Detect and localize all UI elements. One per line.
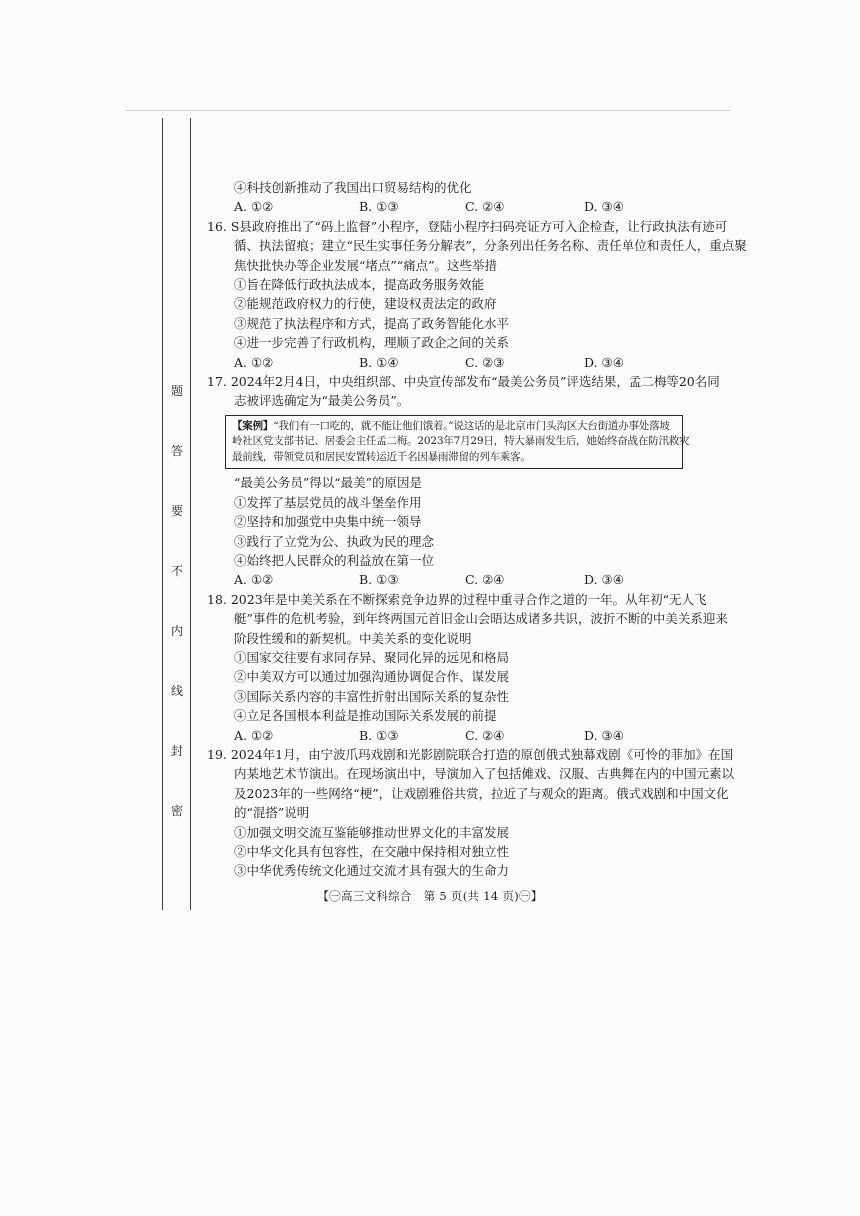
q16-item: ④进一步完善了行政机构，理顺了政企之间的关系 bbox=[234, 335, 510, 351]
q16-stem: 循、执法留痕；建立“民生实事任务分解表”，分条列出任务名称、责任单位和责任人，重点聚 bbox=[234, 238, 747, 254]
margin-char: 不 bbox=[170, 564, 183, 578]
q18-item: ②中美双方可以通过加强沟通协调促合作、谋发展 bbox=[234, 669, 510, 685]
option-c: C. ②④ bbox=[465, 572, 505, 588]
q19-item: ②中华文化具有包容性，在交融中保持相对独立性 bbox=[234, 844, 510, 860]
q18-item: ④立足各国根本利益是推动国际关系发展的前提 bbox=[234, 708, 497, 724]
q18-stem: 阶段性缓和的新契机。中美关系的变化说明 bbox=[234, 630, 472, 646]
q17-stem: 志被评选确定为“最美公务员”。 bbox=[234, 393, 410, 409]
q16-item: ①旨在降低行政执法成本，提高政务服务效能 bbox=[234, 277, 485, 293]
binding-line-outer bbox=[162, 118, 163, 910]
q17-question: “最美公务员”得以“最美”的原因是 bbox=[234, 475, 423, 491]
margin-char: 封 bbox=[170, 744, 183, 758]
q18-item: ①国家交往要有求同存异、聚同化异的远见和格局 bbox=[234, 649, 510, 665]
case-label: 【案例】 bbox=[232, 419, 274, 432]
q17-options bbox=[207, 570, 672, 589]
q16-stem: 16. S县政府推出了“码上监督”小程序，登陆小程序扫码亮证方可入企检查，让行政执法有迹可 bbox=[207, 218, 728, 234]
option-b: B. ①③ bbox=[359, 199, 399, 215]
option-a: A. ①② bbox=[234, 199, 274, 215]
margin-char: 答 bbox=[170, 444, 183, 458]
case-box bbox=[225, 415, 690, 470]
q17-item: ②坚持和加强党中央集中统一领导 bbox=[234, 514, 422, 530]
option-d: D. ③④ bbox=[584, 199, 624, 215]
q18-options bbox=[207, 726, 672, 745]
margin-char: 线 bbox=[170, 684, 183, 698]
q17-item: ④始终把人民群众的利益放在第一位 bbox=[234, 552, 435, 568]
option-d: D. ③④ bbox=[584, 727, 624, 743]
case-text: “我们有一口吃的，就不能让他们饿着。”说这话的是北京市门头沟区大台街道办事处落坡 bbox=[273, 419, 670, 432]
q19-item: ③中华优秀传统文化通过交流才具有强大的生命力 bbox=[234, 863, 510, 879]
case-text: 岭社区党支部书记、居委会主任孟二梅。2023年7月29日，特大暴雨发生后，她始终奋战在防汛救灾 bbox=[232, 435, 690, 448]
margin-char: 题 bbox=[170, 384, 183, 398]
q17-item: ③践行了立党为公、执政为民的理念 bbox=[234, 533, 435, 549]
top-rule bbox=[125, 110, 730, 111]
q18-item: ③国际关系内容的丰富性折射出国际关系的复杂性 bbox=[234, 688, 510, 704]
q19-item: ①加强文明交流互鉴能够推动世界文化的丰富发展 bbox=[234, 824, 510, 840]
q15-item-4: ④科技创新推动了我国出口贸易结构的优化 bbox=[234, 180, 472, 195]
option-a: A. ①② bbox=[234, 572, 274, 588]
option-c: C. ②③ bbox=[465, 354, 505, 370]
margin-char: 要 bbox=[170, 504, 183, 518]
option-c: C. ②④ bbox=[465, 727, 505, 743]
margin-char: 内 bbox=[170, 624, 183, 638]
option-c: C. ②④ bbox=[465, 199, 505, 215]
page-footer: 【㊀高三文科综合 第 5 页(共 14 页)㊀】 bbox=[317, 889, 543, 903]
q18-stem: 18. 2023年是中美关系在不断探索竞争边界的过程中重寻合作之道的一年。从年初“无人飞 bbox=[207, 591, 707, 607]
q19-stem: 19. 2024年1月，由宁波爪玛戏剧和光影剧院联合打造的原创俄式独幕戏剧《可怜的菲加》在国 bbox=[207, 747, 734, 762]
option-b: B. ①③ bbox=[359, 572, 399, 588]
question-content bbox=[207, 178, 747, 881]
q16-stem: 焦快批快办等企业发展“堵点”“痛点”。这些举措 bbox=[234, 257, 498, 273]
option-d: D. ③④ bbox=[584, 354, 624, 370]
q19-stem: 内某地艺术节演出。在现场演出中，导演加入了包括傩戏、汉服、古典舞在内的中国元素以 bbox=[234, 766, 735, 782]
q16-item: ②能规范政府权力的行使，建设权责法定的政府 bbox=[234, 296, 497, 312]
case-text: 最前线，带领党员和居民安置转运近千名因暴雨滞留的列车乘客。 bbox=[232, 450, 531, 463]
option-a: A. ①② bbox=[234, 727, 274, 743]
binding-margin-text bbox=[168, 382, 186, 862]
q19-stem: 的“混搭”说明 bbox=[234, 805, 310, 821]
q15-options bbox=[207, 197, 672, 216]
option-b: B. ①④ bbox=[359, 354, 399, 370]
q18-stem: 艇”事件的危机考验，到年终两国元首旧金山会晤达成诸多共识，波折不断的中美关系迎来 bbox=[234, 611, 728, 627]
q16-item: ③规范了执法程序和方式，提高了政务智能化水平 bbox=[234, 315, 510, 331]
q17-item: ①发挥了基层党员的战斗堡垒作用 bbox=[234, 494, 422, 510]
option-b: B. ①③ bbox=[359, 727, 399, 743]
option-d: D. ③④ bbox=[584, 572, 624, 588]
q19-stem: 及2023年的一些网络“梗”，让戏剧雅俗共赏，拉近了与观众的距离。俄式戏剧和中国文化 bbox=[234, 785, 729, 801]
q17-stem: 17. 2024年2月4日，中央组织部、中央宣传部发布“最美公务员”评选结果，孟二梅等20名同 bbox=[207, 374, 720, 390]
q16-options bbox=[207, 353, 672, 372]
binding-line-inner bbox=[190, 118, 191, 910]
margin-char: 密 bbox=[170, 804, 183, 818]
option-a: A. ①② bbox=[234, 354, 274, 370]
